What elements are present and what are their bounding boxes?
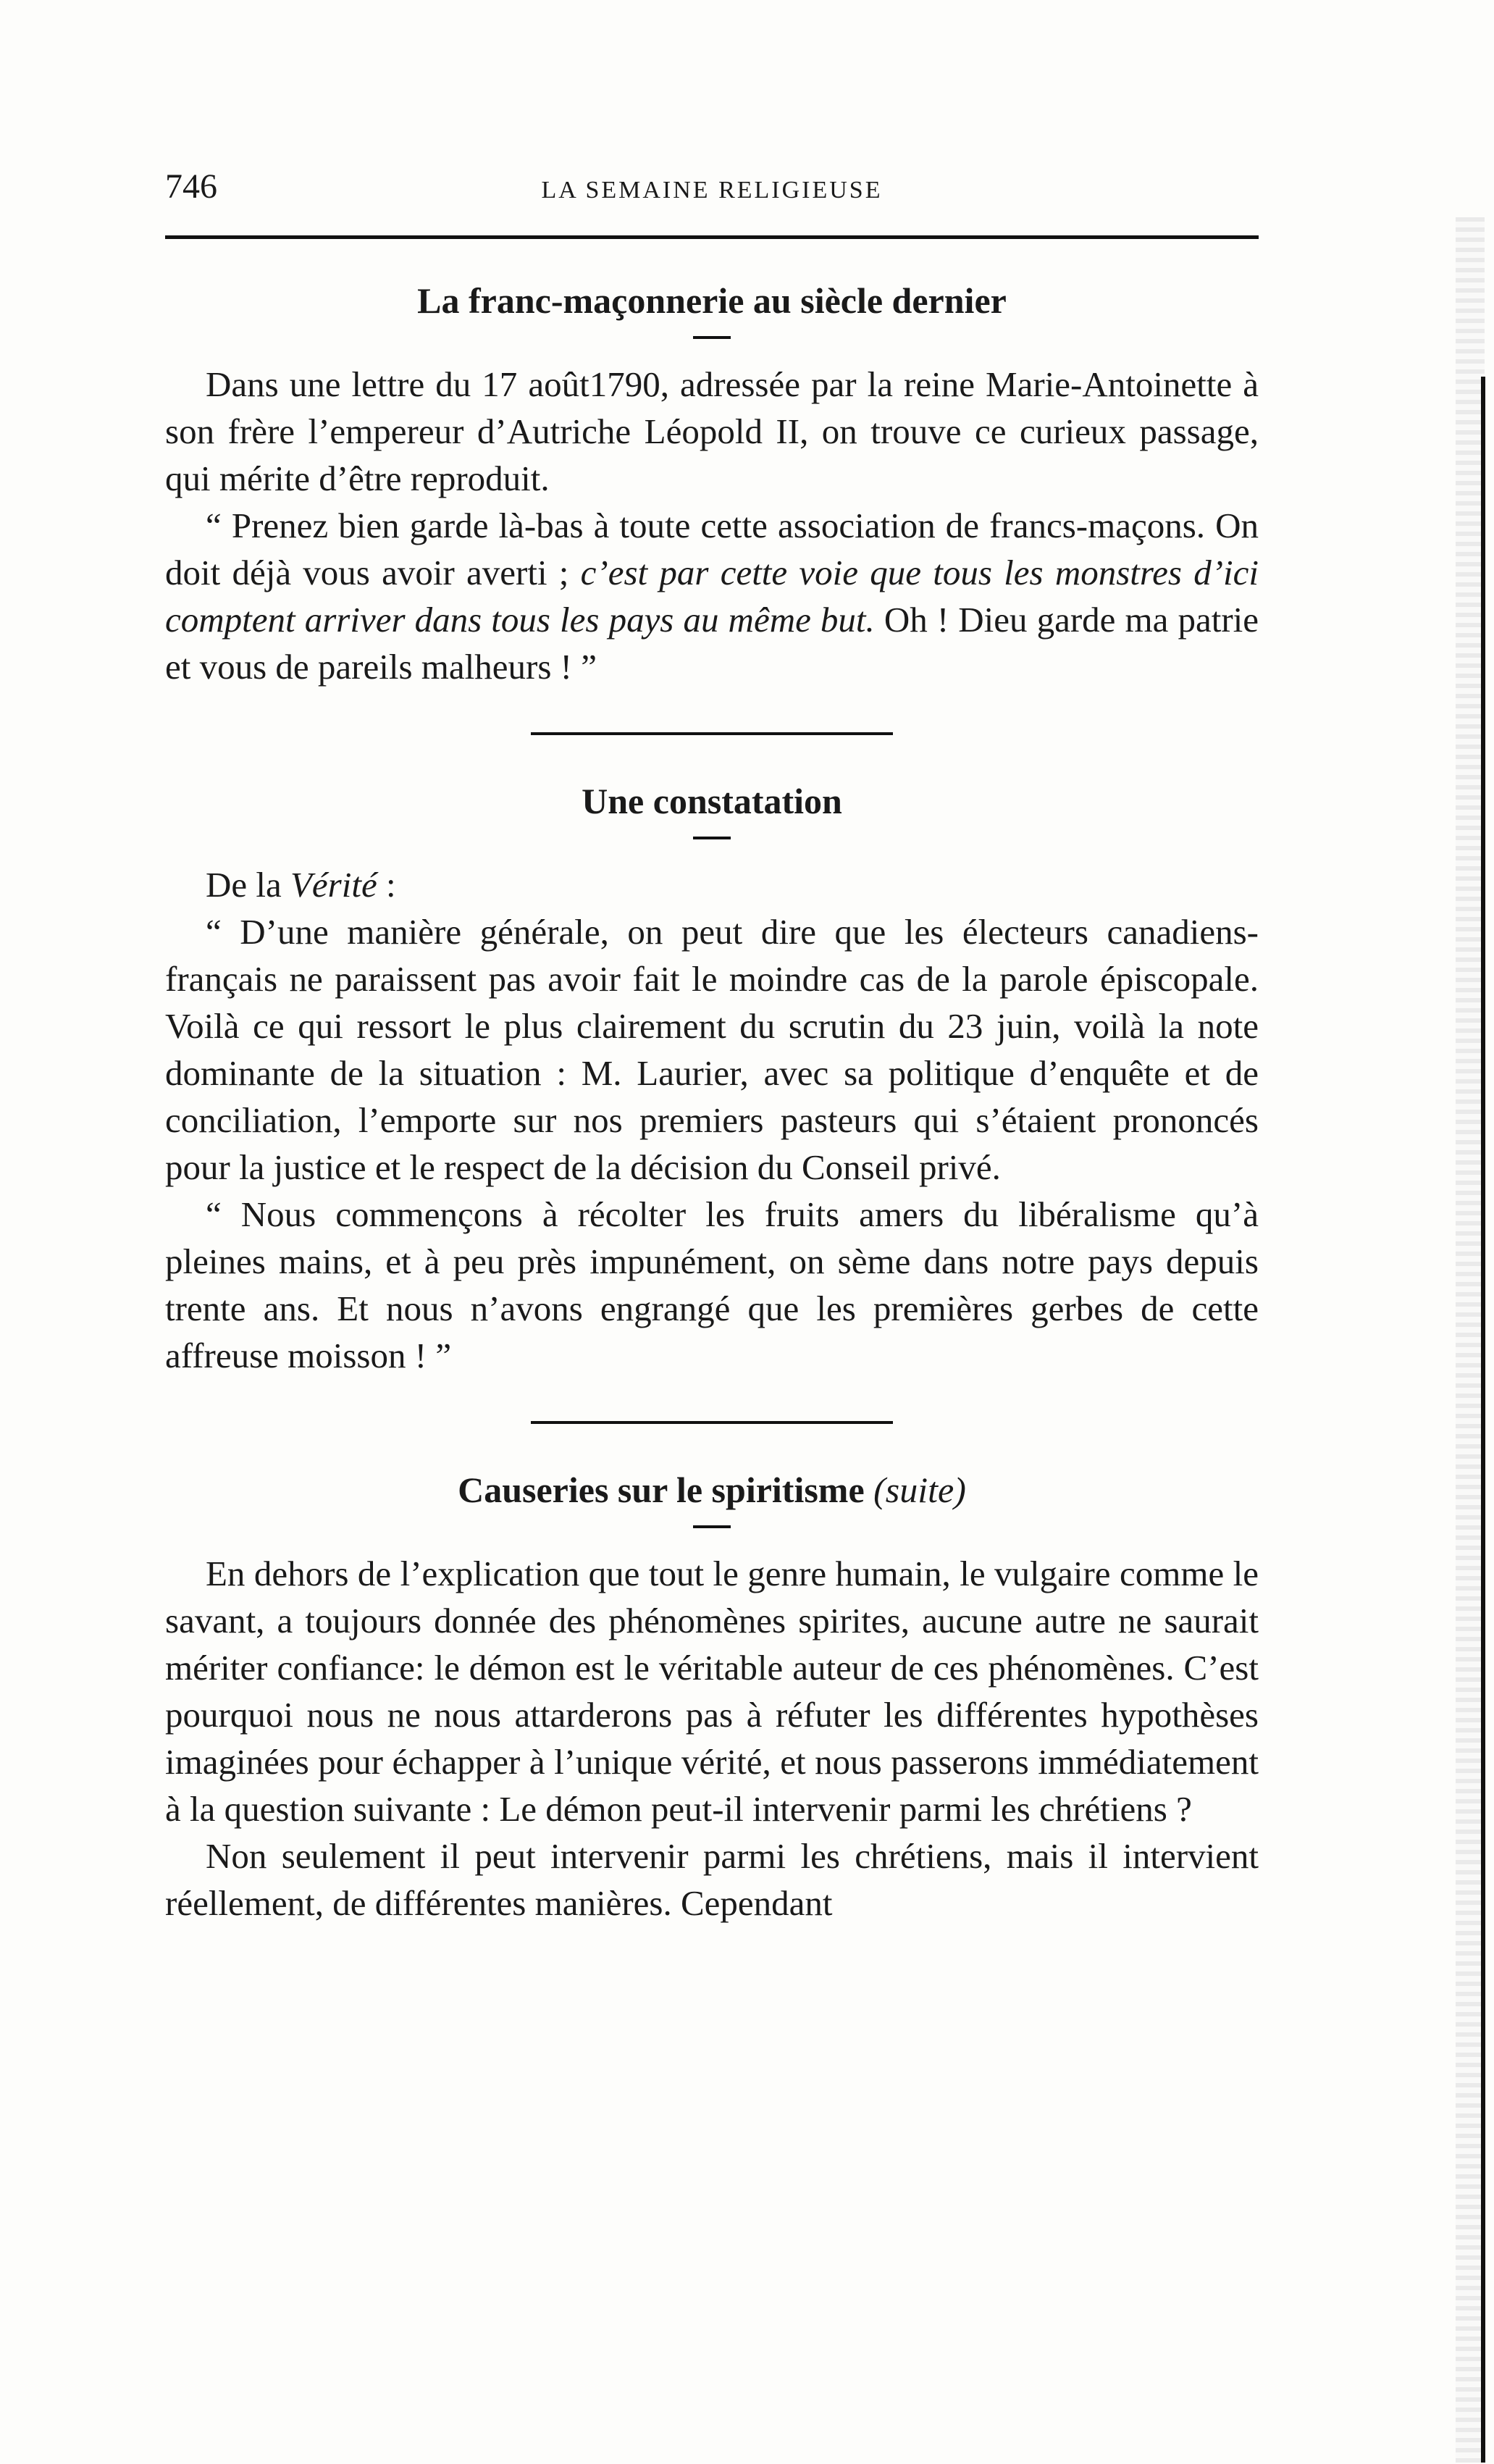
source-name: Vérité [290,865,377,905]
page-edge-shadow [1456,217,1485,2463]
quote-paragraph [165,502,1259,690]
article-title-text: Causeries sur le spiritisme [458,1470,865,1510]
page-number: 746 [165,167,217,206]
paragraph: “ Nous commençons à récolter les fruits amers du libéralisme qu’à pleines mains, et à peu près impunément, on sème dans notre pays depuis trente ans. Et nous n’avons engrangé que les premières gerbes de cette affreuse moisson ! ” [165,1194,1259,1375]
article-title [165,1464,1259,1515]
paragraph: “ D’une manière générale, on peut dire que les électeurs canadiens-français ne paraissent pas avoir fait le moindre cas de la parole épiscopale. Voilà ce qui ressort le plus clairement du scrutin du 23 juin, voilà la note dominante de la situation : M. Laurier, avec sa politique d’enquête et de conciliation, l’emporte sur nos premiers pasteurs qui s’étaient prononcés pour la justice et le respect de la décision du Conseil privé. [165,912,1259,1187]
title-dash [693,1525,731,1528]
quote-text: “ Prenez bien garde là-bas à toute cette association de francs-maçons. On doit déjà vous avoir averti ; [165,506,1259,592]
article-franc-maconnerie [165,275,1259,690]
article-title-suffix: (suite) [873,1470,966,1510]
running-title: LA SEMAINE RELIGIEUSE [541,177,883,204]
article-title: La franc-maçonnerie au siècle dernier [417,280,1007,321]
source-line [165,861,1259,908]
article-title: Une constatation [582,781,842,821]
paragraph: En dehors de l’explication que tout le genre humain, le vulgaire comme le savant, a toujours donnée des phénomènes spirites, aucune autre ne saurait mériter confiance: le démon est le véritable auteur de ces phénomènes. C’est pourquoi nous ne nous attarderons pas à réfuter les différentes hypothèses imaginées pour échapper à l’unique vérité, et nous passerons immédiatement à la question suivante : Le démon peut-il intervenir parmi les chrétiens ? [165,1554,1259,1829]
article-constatation [165,776,1259,1379]
title-dash [693,837,731,839]
section-separator [531,732,893,735]
page-content [165,275,1259,1927]
title-dash [693,336,731,339]
source-suffix: : [377,865,396,905]
paragraph: Dans une lettre du 17 août1790, adressée par la reine Marie-Antoinette à son frère l’empereur d’Autriche Léopold II, on trouve ce curieux passage, qui mérite d’être reproduit. [165,364,1259,498]
header-rule [165,235,1259,239]
page-edge-line [1481,377,1485,2463]
page-header [165,167,1259,217]
quote-italic-text: c’est par cette voie que tous les monstres d’ici comptent arriver dans tous les pays au même but. [165,553,1259,640]
source-prefix: De la [206,865,290,905]
quote-text-end: Oh ! Dieu garde ma patrie et vous de pareils malheurs ! ” [165,600,1259,687]
article-spiritisme [165,1464,1259,1927]
paragraph: Non seulement il peut intervenir parmi les chrétiens, mais il intervient réellement, de différentes manières. Cependant [165,1836,1259,1923]
section-separator [531,1421,893,1424]
